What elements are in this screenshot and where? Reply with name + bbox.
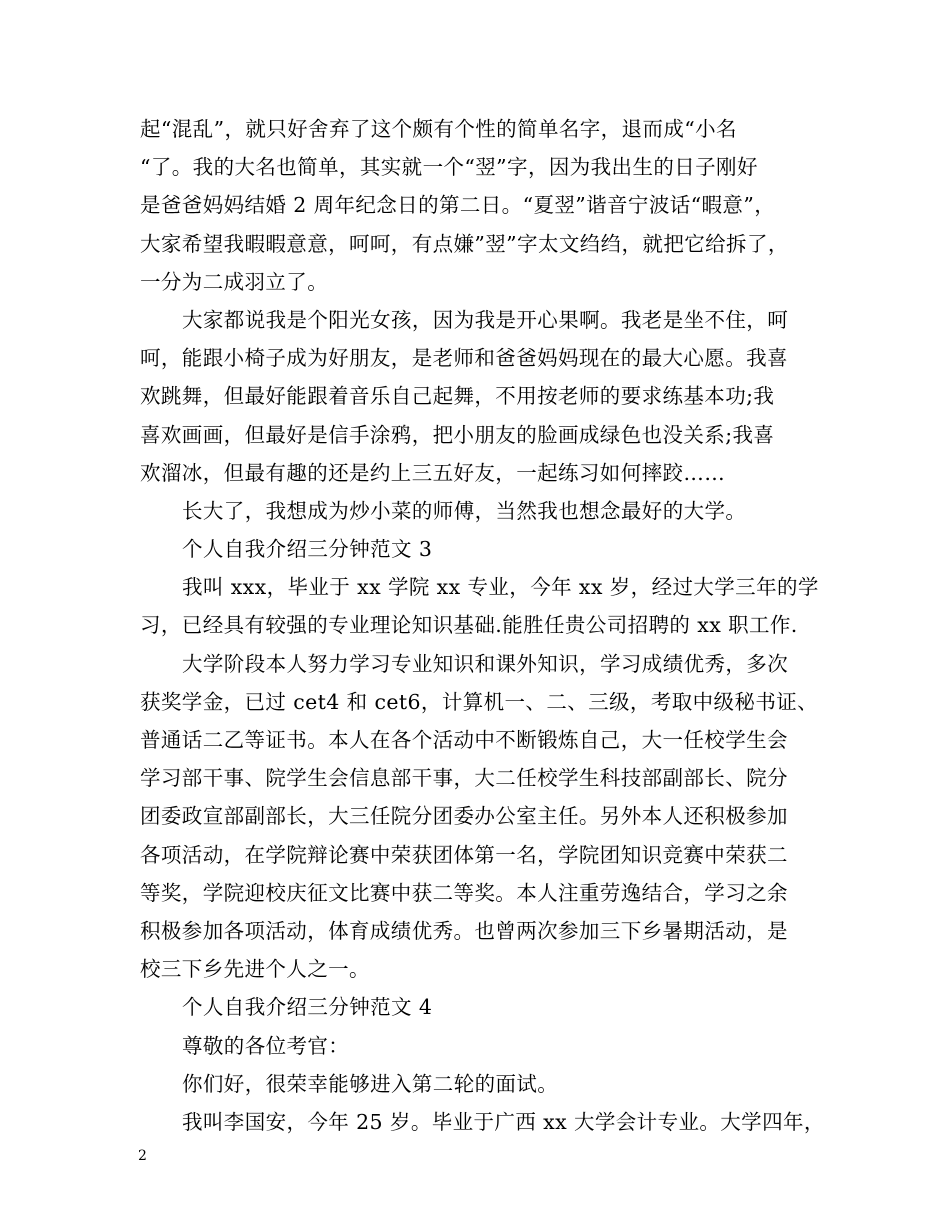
text-line: 一分为二成羽立了。 [140, 269, 329, 294]
text-line: 呵，能跟小椅子成为好朋友，是老师和爸爸妈妈现在的最大心愿。我喜 [140, 346, 788, 371]
text-line: 团委政宣部副部长，大三任院分团委办公室主任。另外本人还积极参加 [140, 804, 788, 829]
text-line: 我叫李国安，今年 25 岁。毕业于广西 xx 大学会计专业。大学四年， [182, 1109, 825, 1134]
text-line: 大学阶段本人努力学习专业知识和课外知识，学习成绩优秀，多次 [182, 651, 789, 676]
text-line: 欢溜冰，但最有趣的还是约上三五好友，一起练习如何摔跤…… [140, 460, 726, 485]
text-line: 是爸爸妈妈结婚 2 周年纪念日的第二日。“夏翌”谐音宁波话“暇意”， [140, 193, 776, 218]
text-line: 起“混乱”，就只好舍弃了这个颇有个性的简单名字，退而成“小名 [140, 117, 737, 141]
text-line: 普通话二乙等证书。本人在各个活动中不断锻炼自己，大一任校学生会 [140, 728, 788, 752]
text-line: 喜欢画画，但最好是信手涂鸦，把小朋友的脸画成绿色也没关系;我喜 [140, 422, 775, 447]
text-line: 我叫 xxx，毕业于 xx 学院 xx 专业，今年 xx 岁，经过大学三年的学 [182, 575, 819, 600]
text-line: 等奖，学院迎校庆征文比赛中获二等奖。本人注重劳逸结合，学习之余 [140, 880, 788, 905]
text-line: 你们好，很荣幸能够进入第二轮的面试。 [182, 1071, 559, 1096]
text-line: 获奖学金，已过 cet4 和 cet6，计算机一、二、三级，考取中级秘书证、 [140, 689, 819, 714]
text-line: 个人自我介绍三分钟范文 4 [182, 995, 433, 1020]
text-line: 习，已经具有较强的专业理论知识基础.能胜任贵公司招聘的 xx 职工作. [140, 613, 798, 638]
text-line: 校三下乡先进个人之一。 [140, 957, 370, 982]
text-line: 学习部干事、院学生会信息部干事，大二任校学生科技部副部长、院分 [140, 766, 788, 791]
text-line: 大家都说我是个阳光女孩，因为我是开心果啊。我老是坐不住，呵 [182, 307, 789, 332]
text-line: 积极参加各项活动，体育成绩优秀。也曾两次参加三下乡暑期活动，是 [140, 918, 788, 943]
text-line: 个人自我介绍三分钟范文 3 [182, 537, 433, 562]
text-line: “了。我的大名也简单，其实就一个“翌”字，因为我出生的日子刚好 [140, 155, 758, 180]
text-line: 尊敬的各位考官： [182, 1033, 350, 1058]
text-line: 各项活动，在学院辩论赛中荣获团体第一名，学院团知识竞赛中荣获二 [140, 842, 788, 867]
text-line: 欢跳舞，但最好能跟着音乐自己起舞，不用按老师的要求练基本功;我 [140, 384, 775, 409]
document-body [140, 110, 825, 1141]
text-line: 大家希望我暇暇意意，呵呵，有点嫌”翌”字太文绉绉，就把它给拆了， [140, 231, 789, 256]
text-line: 长大了，我想成为炒小菜的师傅，当然我也想念最好的大学。 [182, 498, 747, 523]
page-number: 2 [138, 1148, 147, 1164]
